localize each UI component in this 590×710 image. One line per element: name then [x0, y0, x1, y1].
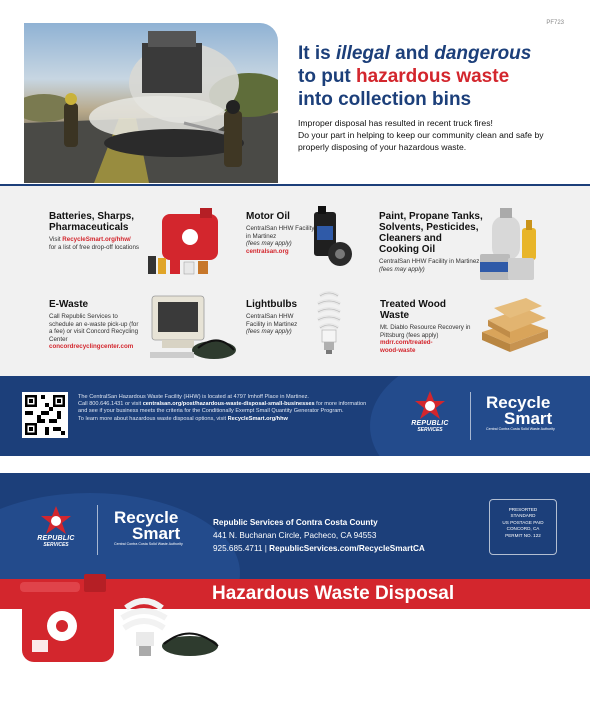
item-note: (fees may apply) — [379, 265, 425, 273]
postage-line: STANDARD — [510, 513, 536, 519]
qr-code[interactable] — [22, 392, 68, 438]
republic-services-logo — [402, 390, 458, 433]
headline-text: and — [389, 43, 435, 64]
logo-text: Recycle — [486, 393, 551, 412]
logo-text: SERVICES — [417, 427, 443, 433]
recyclesmart-logo — [486, 394, 555, 432]
item-desc — [49, 313, 141, 351]
recyclesmart-hhw-link[interactable]: RecycleSmart.org/hhw/ — [62, 236, 131, 243]
info-line: The CentralSan Hazardous Waste Facility (HHW) is located at 4797 Imhoff Place in Martinez. — [78, 394, 309, 400]
ewaste-monitor-icon — [148, 292, 240, 364]
paint-propane-icon — [478, 208, 544, 282]
info-line: To learn more about hazardous waste disposal options, visit — [78, 415, 228, 422]
item-note: (fees may apply) — [246, 240, 292, 248]
intro-line: Improper disposal has resulted in recent truck fires! — [298, 118, 493, 128]
logo-text: Smart — [504, 409, 553, 428]
logo-text: Smart — [132, 524, 181, 543]
battery-container-icon — [140, 206, 230, 278]
disposal-items-section — [0, 184, 590, 376]
company-name: Republic Services of Contra Costa County — [213, 518, 378, 527]
intro-line: Do your part in helping to keep our community clean and safe by properly disposing of your hazardous waste. — [298, 130, 544, 152]
headline-hazardous-waste: hazardous waste — [356, 66, 510, 87]
item-title: Motor Oil — [246, 211, 290, 222]
logo-text: REPUBLIC — [37, 535, 75, 542]
item-desc — [380, 324, 482, 354]
postage-line: US POSTAGE PAID — [502, 519, 544, 525]
logo-divider — [470, 392, 471, 440]
logo-text: REPUBLIC — [411, 420, 449, 427]
info-line: for more information and see if your business meets the criteria for the Conditionally Exempt Small Quantity Generator Program. — [78, 401, 367, 415]
info-banner — [0, 376, 590, 456]
document-code: PF723 — [546, 20, 564, 26]
phone-number[interactable]: 925.685.4711 — [213, 544, 263, 553]
logo-text: Central Contra Costa Solid Waste Authority — [486, 427, 555, 431]
motor-oil-icon — [308, 204, 356, 270]
headline-text: It is — [298, 43, 337, 64]
item-desc — [246, 313, 314, 336]
info-line: Call 800.646.1431 or visit — [78, 401, 143, 408]
item-lightbulbs — [246, 299, 314, 336]
logo-divider — [97, 505, 98, 555]
item-text: CentralSan HHW Facility in Martinez — [246, 313, 298, 328]
item-motor-oil — [246, 211, 316, 255]
contact-line — [213, 542, 425, 555]
item-title: Paint, Propane Tanks, Solvents, Pesticides, Cleaners and Cooking Oil — [379, 211, 483, 255]
mdrr-link[interactable]: mdrr.com/treated-wood-waste — [380, 339, 433, 354]
concord-recycling-link[interactable]: concordrecyclingcenter.com — [49, 343, 134, 351]
wood-planks-icon — [480, 296, 550, 356]
item-note: (fees may apply) — [246, 328, 292, 336]
headline-text: into collection bins — [298, 89, 472, 110]
cfl-lightbulb-icon — [312, 290, 346, 356]
return-address — [213, 516, 425, 555]
recyclesmart-hhw-link[interactable]: RecycleSmart.org/hhw — [227, 415, 288, 422]
separator: | — [262, 544, 270, 553]
republic-star-icon — [413, 390, 447, 420]
recyclesmart-logo — [114, 509, 183, 547]
intro-paragraph — [298, 117, 568, 153]
item-title: Batteries, Sharps, Pharmaceuticals — [49, 211, 135, 233]
item-batteries — [49, 211, 149, 251]
postage-indicia — [489, 499, 557, 555]
item-text: CentralSan HHW Facility in Martinez — [246, 225, 315, 240]
item-title: Lightbulbs — [246, 299, 298, 310]
postage-line: PRESORTED — [508, 507, 538, 512]
item-title: Treated Wood Waste — [380, 299, 446, 321]
truck-fire-photo — [24, 23, 278, 183]
centralsan-hhw-link[interactable]: centralsan.org/post/hazardous-waste-disposal-small-businesses — [142, 401, 315, 408]
item-text: Mt. Diablo Resource Recovery in Pittsburg (fees apply) — [380, 324, 471, 339]
item-ewaste — [49, 299, 141, 351]
logo-text: Recycle — [114, 508, 179, 527]
item-text: CentralSan HHW Facility in Martinez — [379, 258, 480, 265]
banner-title: Hazardous Waste Disposal — [212, 583, 455, 604]
item-desc — [379, 258, 483, 273]
republic-star-icon — [39, 505, 73, 535]
website-link[interactable]: RepublicServices.com/RecycleSmartCA — [269, 544, 425, 553]
centralsan-link[interactable]: centralsan.org — [246, 247, 289, 255]
street-address: 441 N. Buchanan Circle, Pacheco, CA 94553 — [213, 531, 377, 540]
postage-line: CONCORD, CA — [506, 526, 540, 532]
headline-dangerous: dangerous — [434, 43, 532, 64]
headline-illegal: illegal — [336, 43, 390, 64]
item-text: for a list of free drop-off locations — [49, 243, 139, 251]
item-desc — [246, 225, 316, 255]
info-text — [78, 394, 368, 423]
item-text: Call Republic Services to schedule an e-waste pick-up (for a fee) or visit Concord Recycling Center — [49, 313, 139, 343]
item-desc — [49, 236, 149, 251]
item-paint — [379, 211, 483, 273]
item-title: E-Waste — [49, 299, 89, 310]
logo-text: SERVICES — [43, 542, 69, 548]
postage-line: PERMIT NO. 122 — [505, 532, 541, 538]
republic-services-logo — [28, 505, 84, 548]
logo-text: Central Contra Costa Solid Waste Authority — [114, 542, 183, 546]
headline — [298, 42, 568, 111]
headline-text: to put — [298, 66, 357, 87]
item-treated-wood — [380, 299, 482, 354]
item-text: Visit — [49, 236, 63, 243]
hazardous-items-illustration — [14, 560, 224, 670]
